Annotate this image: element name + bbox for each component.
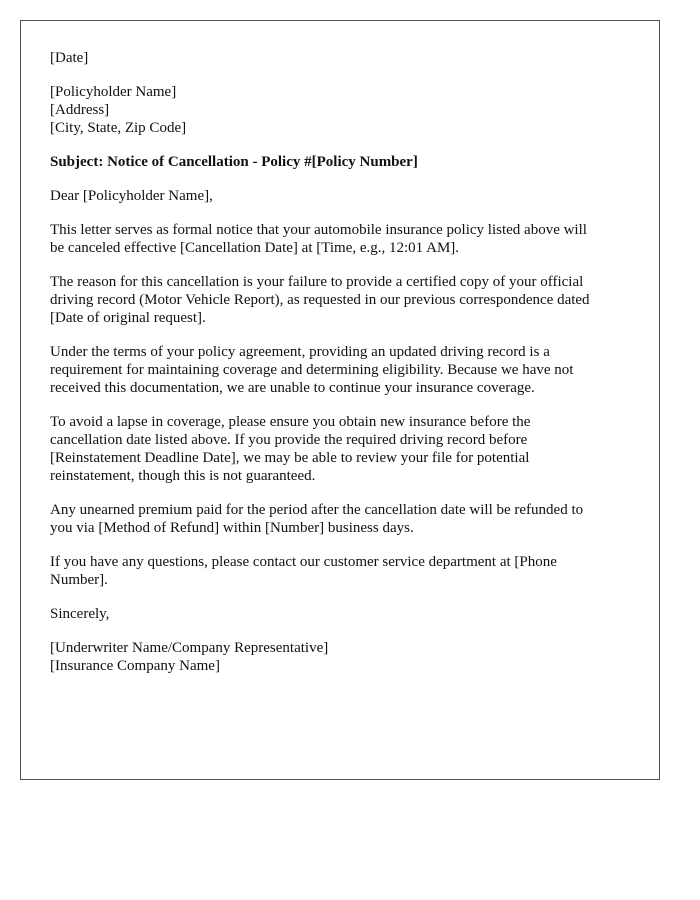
paragraph-line: [Date of original request].	[50, 310, 206, 326]
recipient-name: [Policyholder Name]	[50, 84, 177, 100]
paragraph-line: Under the terms of your policy agreement, providing an updated driving record is a	[50, 344, 550, 360]
signature-block	[50, 639, 640, 675]
paragraph-line: This letter serves as formal notice that your automobile insurance policy listed above will	[50, 222, 587, 238]
signature-company: [Insurance Company Name]	[50, 658, 220, 674]
paragraph-line: Number].	[50, 572, 108, 588]
letter-date-block	[50, 49, 640, 67]
letter-body	[50, 49, 640, 691]
paragraph-line: reinstatement, though this is not guaranteed.	[50, 468, 316, 484]
recipient-address: [Address]	[50, 102, 110, 118]
paragraph-line: Any unearned premium paid for the period after the cancellation date will be refunded to	[50, 502, 584, 518]
paragraph-line: [Reinstatement Deadline Date], we may be able to review your file for potential	[50, 450, 530, 466]
closing	[50, 605, 640, 623]
salutation-text: Dear [Policyholder Name],	[50, 188, 213, 204]
subject-text: Subject: Notice of Cancellation - Policy #[Policy Number]	[50, 154, 418, 170]
recipient-address-block	[50, 83, 640, 137]
paragraph-line: received this documentation, we are unable to continue your insurance coverage.	[50, 380, 535, 396]
closing-text: Sincerely,	[50, 606, 110, 622]
paragraph-line: requirement for maintaining coverage and determining eligibility. Because we have not	[50, 362, 574, 378]
paragraph-premium-refund	[50, 501, 640, 537]
paragraph-policy-terms	[50, 343, 640, 397]
paragraph-coverage-lapse	[50, 413, 640, 485]
paragraph-cancellation-notice	[50, 221, 640, 257]
signature-representative: [Underwriter Name/Company Representative]	[50, 640, 329, 656]
paragraph-line: cancellation date listed above. If you provide the required driving record before	[50, 432, 528, 448]
paragraph-line: you via [Method of Refund] within [Number] business days.	[50, 520, 414, 536]
salutation	[50, 187, 640, 205]
subject-line	[50, 153, 640, 171]
paragraph-contact-info	[50, 553, 640, 589]
paragraph-line: driving record (Motor Vehicle Report), as requested in our previous correspondence dated	[50, 292, 590, 308]
paragraph-line: If you have any questions, please contact our customer service department at [Phone	[50, 554, 557, 570]
paragraph-line: The reason for this cancellation is your failure to provide a certified copy of your official	[50, 274, 584, 290]
paragraph-line: be canceled effective [Cancellation Date] at [Time, e.g., 12:01 AM].	[50, 240, 460, 256]
paragraph-cancellation-reason	[50, 273, 640, 327]
recipient-city-state-zip: [City, State, Zip Code]	[50, 120, 187, 136]
paragraph-line: To avoid a lapse in coverage, please ensure you obtain new insurance before the	[50, 414, 531, 430]
letter-page	[20, 20, 660, 780]
letter-date: [Date]	[50, 50, 89, 66]
